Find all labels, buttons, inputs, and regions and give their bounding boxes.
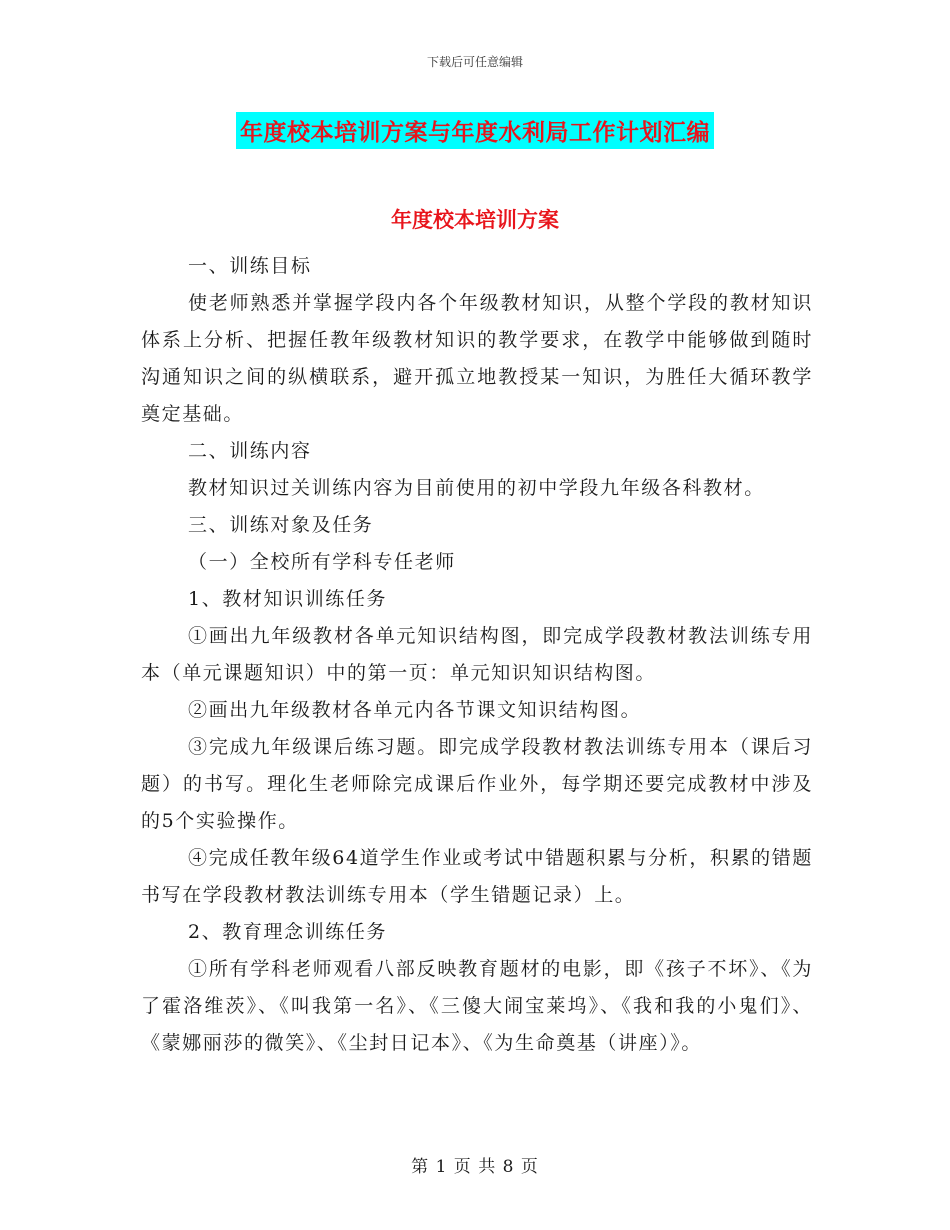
header-note: 下载后可任意编辑: [426, 55, 523, 69]
list-item-1: ①画出九年级教材各单元知识结构图，即完成学段教材教法训练专用本（单元课题知识）中的第一页：单元知识知识结构图。: [141, 625, 813, 684]
page-footer: 第 1 页 共 8 页: [411, 1157, 539, 1177]
heading-targets: 三、训练对象及任务: [188, 514, 374, 536]
document-title: [0, 112, 950, 149]
document-title-text: 年度校本培训方案与年度水利局工作计划汇编: [236, 112, 714, 149]
heading-content: 二、训练内容: [188, 440, 312, 462]
paragraph-goal: 使老师熟悉并掌握学段内各个年级教材知识，从整个学段的教材知识体系上分析、把握任教年级教材知识的教学要求，在教学中能够做到随时沟通知识之间的纵横联系，避开孤立地教授某一知识，为胜任大循环教学奠定基础。: [141, 292, 813, 425]
list-item-4: ④完成任教年级64道学生作业或考试中错题积累与分析，积累的错题书写在学段教材教法训练专用本（学生错题记录）上。: [141, 847, 813, 906]
list-item-3: ③完成九年级课后练习题。即完成学段教材教法训练专用本（课后习题）的书写。理化生老师除完成课后作业外，每学期还要完成教材中涉及的5个实验操作。: [141, 736, 813, 832]
heading-goal: 一、训练目标: [188, 255, 312, 277]
subheading-textbook-tasks: 1、教材知识训练任务: [188, 588, 388, 610]
subheading-education-tasks: 2、教育理念训练任务: [188, 921, 388, 943]
subheading-all-teachers: （一）全校所有学科专任老师: [188, 551, 456, 573]
document-body: [141, 248, 813, 1062]
list-item-films: ①所有学科老师观看八部反映教育题材的电影，即《孩子不坏》、《为了霍洛维茨》、《叫我第一名》、《三傻大闹宝莱坞》、《我和我的小鬼们》、《蒙娜丽莎的微笑》、《尘封日记本》、《为生命奠基（讲座）》。: [141, 958, 813, 1054]
section-title: 年度校本培训方案: [391, 208, 559, 232]
paragraph-content: 教材知识过关训练内容为目前使用的初中学段九年级各科教材。: [188, 477, 765, 499]
list-item-2: ②画出九年级教材各单元内各节课文知识结构图。: [188, 699, 642, 721]
